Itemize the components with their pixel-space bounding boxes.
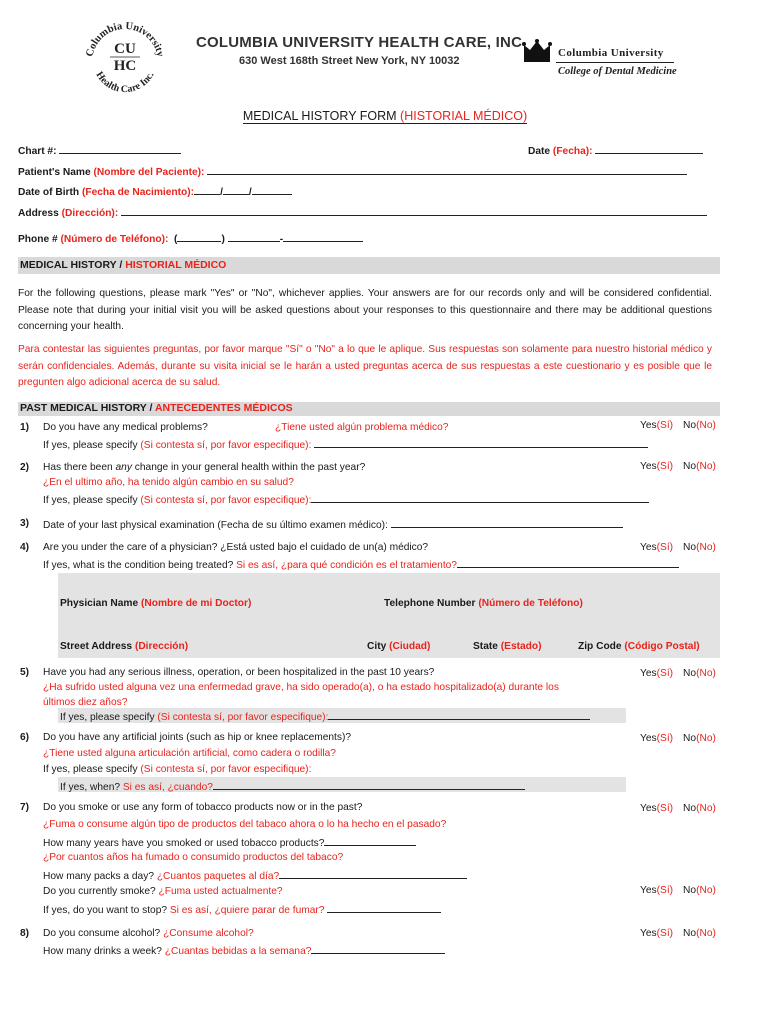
q8-text: Do you consume alcohol? ¿Consume alcohol? [43,928,254,939]
q8-yes-no[interactable] [640,928,716,939]
org-address: 630 West 168th Street New York, NY 10032 [239,55,460,67]
q4-text: Are you under the care of a physician? ¿Está usted bajo el cuidado de un(a) médico? [43,542,429,553]
q8-drinks-field[interactable]: How many drinks a week? ¿Cuantas bebidas a la semana? [43,944,445,957]
form-title [0,109,770,123]
q1-text: Do you have any medical problems? [43,422,208,433]
yes-option[interactable]: Yes(Sí) [640,420,674,431]
phone-field[interactable]: Phone # (Número de Teléfono): ( ) - [18,232,363,245]
yes-option[interactable]: Yes(Sí) [640,733,674,744]
no-option[interactable]: No(No) [683,803,716,814]
q5-text-es: ¿Ha sufrido usted alguna vez una enfermedad grave, ha sido operado(a), o ha estado hospitalizado(a) durante los [43,682,559,693]
intro-spanish: Para contestar las siguientes preguntas, por favor marque "Sí" o "No" a lo que le aplique. Sus respuestas son solamente para nuestro historial médico y serán confidenciales. Además, durante su visita inicial se le harán a usted preguntas acerca de sus respuestas a este cuestionario y es posible que le pregunten algo adicional acerca de su salud. [18,344,712,388]
city-field[interactable]: City (Ciudad) [367,641,431,652]
q5-text-es-2: últimos diez años? [43,697,128,708]
q2-text: Has there been any change in your general health within the past year? [43,462,366,473]
q7-yes-no[interactable] [640,803,716,814]
q6-specify-field[interactable]: If yes, please specify (Si contesta sí, por favor especifique): [43,764,312,775]
q4-condition-field[interactable]: If yes, what is the condition being treated? Si es así, ¿para qué condición es el tratamiento? [43,558,679,571]
seal-letters-hc: HC [113,58,137,74]
q2-specify-field[interactable]: If yes, please specify (Si contesta sí, por favor especifique): [43,493,649,506]
zip-code-field[interactable]: Zip Code (Código Postal) [578,641,700,652]
yes-option[interactable]: Yes(Sí) [640,542,674,553]
q6-text: Do you have any artificial joints (such as hip or knee replacements)? [43,732,352,743]
org-title: COLUMBIA UNIVERSITY HEALTH CARE, INC [196,34,523,51]
no-option[interactable]: No(No) [683,885,716,896]
q5-specify-field[interactable]: If yes, please specify (Si contesta sí, por favor especifique): [60,710,590,723]
medical-history-heading: MEDICAL HISTORY / HISTORIAL MÉDICO [20,259,227,271]
q5-text: Have you had any serious illness, operation, or been hospitalized in the past 10 years? [43,667,435,678]
q7-years-es: ¿Por cuantos años ha fumado o consumido productos del tabaco? [43,852,344,863]
patient-name-field[interactable] [18,165,687,178]
phone-label: Phone # [18,234,61,245]
phone-label-es: (Número de Teléfono): [60,234,169,245]
q5-yes-no[interactable] [640,668,716,679]
q6-text-es: ¿Tiene usted alguna articulación artificial, como cadera o rodilla? [43,748,336,759]
no-option[interactable]: No(No) [683,668,716,679]
yes-option[interactable]: Yes(Sí) [640,668,674,679]
yes-option[interactable]: Yes(Sí) [640,461,674,472]
q7-current-yes-no[interactable] [640,885,716,896]
q1-specify-field[interactable]: If yes, please specify (Si contesta sí, por favor especifique): [43,438,648,451]
past-history-heading: PAST MEDICAL HISTORY / ANTECEDENTES MÉDICOS [20,402,293,414]
q3-number: 3) [20,518,30,529]
chart-label: Chart #: [18,146,57,157]
seal-bottom-text: Health Care Inc. [93,69,157,96]
physician-telephone-field[interactable]: Telephone Number (Número de Teléfono) [384,598,583,609]
dob-label: Date of Birth [18,187,82,198]
q4-number: 4) [20,542,30,553]
q1-text-es: ¿Tiene usted algún problema médico? [275,422,449,433]
q7-stop-field[interactable]: If yes, do you want to stop? Si es así, ¿quiere parar de fumar? [43,903,441,916]
date-label-es: (Fecha): [552,146,593,157]
q3-field[interactable]: Date of your last physical examination (Fecha de su último examen médico): [43,518,623,531]
q1-number: 1) [20,422,30,433]
yes-option[interactable]: Yes(Sí) [640,928,674,939]
form-title-en: MEDICAL HISTORY FORM [242,109,401,123]
yes-option[interactable]: Yes(Sí) [640,803,674,814]
q4-yes-no[interactable] [640,542,716,553]
no-option[interactable]: No(No) [683,542,716,553]
physician-name-field[interactable]: Physician Name (Nombre de mi Doctor) [60,598,252,609]
dob-label-es: (Fecha de Nacimiento): [81,187,195,198]
date-label: Date [528,146,553,157]
q7-packs-field[interactable]: How many packs a day? ¿Cuantos paquetes al día? [43,869,467,882]
intro-english: For the following questions, please mark "Yes" or "No", whichever applies. Your answers are for our records only and will be considered confidential. Please note that during your initial visit you will be asked questions about your responses to this questionnaire and there may be additional questions concerning your health. [18,288,712,332]
crown-icon [521,39,553,63]
q2-number: 2) [20,462,30,473]
chart-number-field[interactable] [18,144,181,157]
q6-when-field[interactable]: If yes, when? Si es así, ¿cuando? [60,780,525,793]
street-address-field[interactable]: Street Address (Dirección) [60,641,189,652]
seal-letters-cu: CU [114,41,136,57]
q1-yes-no[interactable] [640,420,716,431]
q7-text-es: ¿Fuma o consume algún tipo de productos del tabaco ahora o lo ha hecho en el pasado? [43,819,447,830]
q7-years-field[interactable]: How many years have you smoked or used tobacco products? [43,836,416,849]
date-of-birth-field[interactable]: Date of Birth (Fecha de Nacimiento): / / [18,185,292,198]
no-option[interactable]: No(No) [683,733,716,744]
state-field[interactable]: State (Estado) [473,641,542,652]
q7-current-text: Do you currently smoke? ¿Fuma usted actualmente? [43,886,283,897]
divider [556,62,674,63]
address-label: Address [18,208,62,219]
yes-option[interactable]: Yes(Sí) [640,885,674,896]
q7-number: 7) [20,802,30,813]
q2-yes-no[interactable] [640,461,716,472]
q6-number: 6) [20,732,30,743]
seal-top-text: Columbia University [84,20,166,58]
no-option[interactable]: No(No) [683,420,716,431]
columbia-university-name: Columbia University [558,47,664,59]
q6-yes-no[interactable] [640,733,716,744]
q2-text-es: ¿En el ultimo año, ha tenido algún cambio en su salud? [43,477,294,488]
patient-name-label-es: (Nombre del Paciente): [93,167,205,178]
no-option[interactable]: No(No) [683,461,716,472]
patient-name-label: Patient's Name [18,167,94,178]
q5-number: 5) [20,667,30,678]
cuhc-seal-logo [80,12,170,102]
no-option[interactable]: No(No) [683,928,716,939]
address-label-es: (Dirección): [61,208,119,219]
address-field[interactable] [18,206,707,219]
q7-text: Do you smoke or use any form of tobacco products now or in the past? [43,802,363,813]
date-field[interactable] [528,144,703,157]
q8-number: 8) [20,928,30,939]
form-title-es: (HISTORIAL MÉDICO) [400,109,528,123]
college-of-dental-medicine: College of Dental Medicine [558,66,677,77]
